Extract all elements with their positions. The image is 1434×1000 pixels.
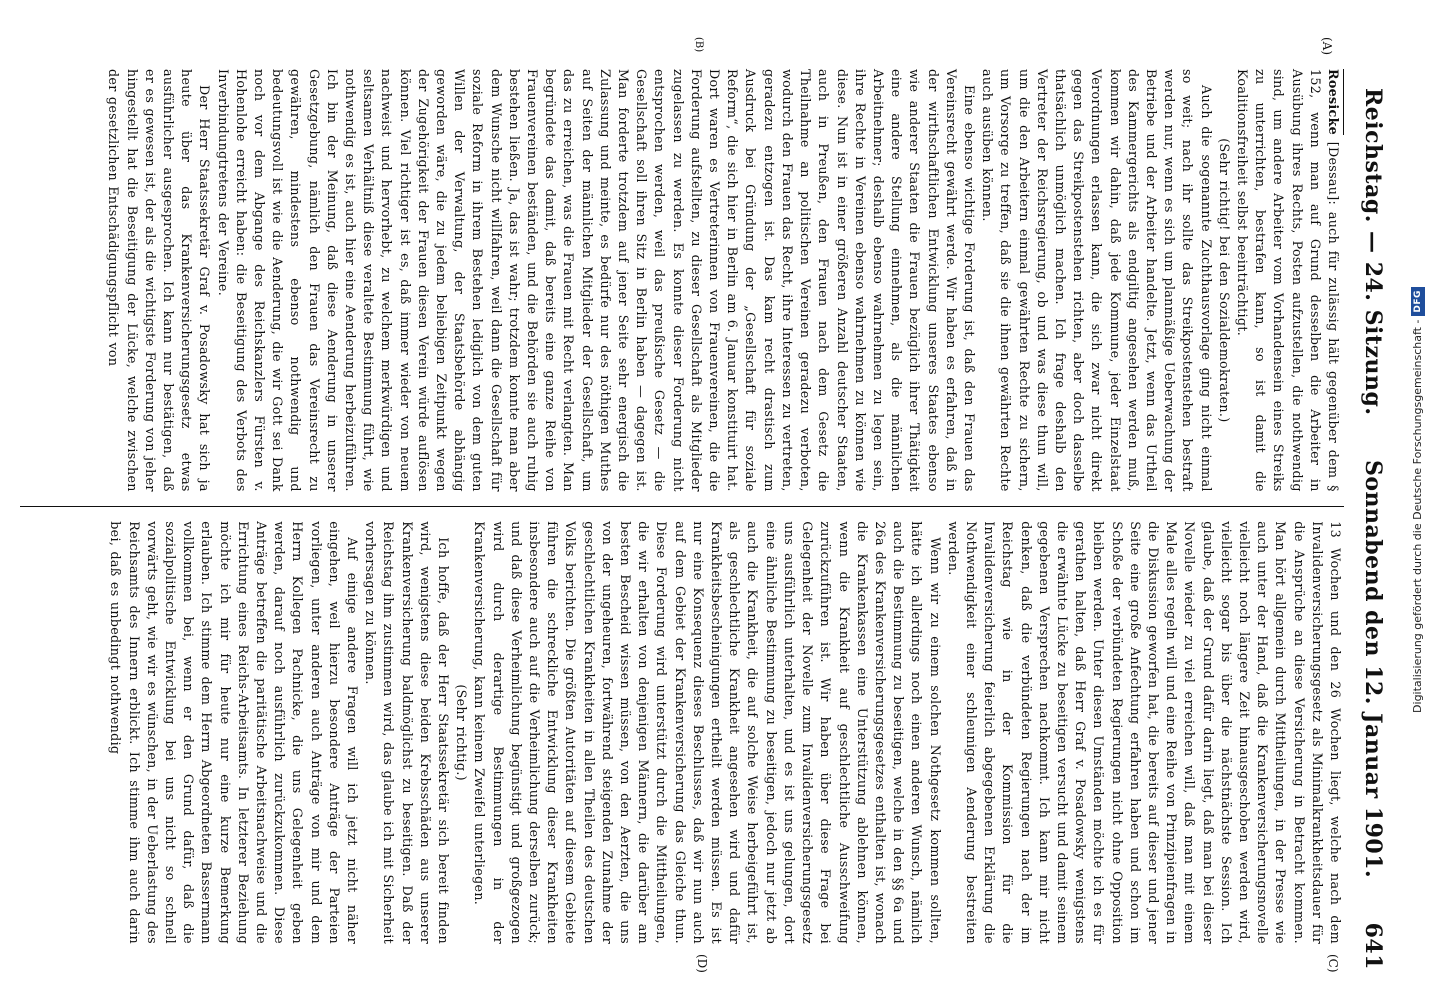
paragraph: Wenn wir zu einem solchen Nothgesetz kommen sollten, hätte ich allerdings noch einen anderen Wunsch, nämlich auch die Bestimmung zu beseitigen, welche in den §§ 6a und 26a des Krankenversicherungsgesetzes enthalten ist, wonach die Krankenkassen eine Unterstützung ablehnen können, wenn die Krankheit auf geschlechtliche Ausschweifung zurückzuführen ist. Wir haben über diese Frage bei Gelegenheit der Novelle zum Invalidenversicherungsgesetz uns ausführlich unterhalten, und es ist uns gelungen, dort eine ähnliche Bestimmung zu beseitigen, jedoch nur jetzt ab auch die Krankheit, die auf solche Weise herbeigeführt ist, als geschlechtliche Krankheit angesehen wird und dafür Krankheitsbescheinigungen ertheilt werden müssen. Es ist nur eine Konsequenz dieses Beschlusses, daß wir nun auch auf dem Gebiet der Krankenversicherung das Gleiche thun. Diese Forderung wird unterstützt durch die Mittheilungen, die wir erhalten von denjenigen Männern, die darüber am besten Bescheid wissen müssen, von den Aerzten, die uns von der ungeheuren, fortwährend steigenden Zunahme der geschlechtlichen Krankheiten in allen Theilen des deutschen Volks berichten. Die größten Autoritäten auf diesem Gebiete führen die schreckliche Entwicklung dieser Krankheiten insbesondere auch auf die Verheimlichung derselben zurück; und daß diese Verheimlichung begünstigt und großgezogen wird durch derartige Bestimmungen in der Krankenversicherung, kann keinem Zweifel unterliegen. — [472, 521, 943, 944]
credit-line — [1410, 50, 1426, 950]
paragraph: Eine ebenso wichtige Forderung ist, daß den Frauen das Vereinsrecht gewährt werde. Wir haben es erfahren, daß in der wirthschaftlichen Entwicklung unseres Staates ebenso wie anderer Staaten die Frauen bezüglich ihrer Thätigkeit eine andere Stellung einnehmen, als die männlichen Arbeitnehmer; deshalb ebenso wahrnehmen zu legen sein, ihre Rechte in Vereinen ebenso wahrnehmen zu können wie diese. Nun ist in einer größeren Anzahl deutscher Staaten, auch in Preußen, den Frauen nach dem Gesetz die Theilnahme an politischen Vereinen geradezu verboten, wodurch den Frauen das Recht, ihre Interessen zu vertreten, geradezu entzogen ist. Das kam recht drastisch zum Ausdruck bei Gründung der „Gesellschaft für soziale Reform“, die sich hier in Berlin am 6. Januar konstituirt hat. Dort waren es Vertreterinnen von Frauenvereinen, die die Forderung aufstellten, zu dieser Gesellschaft als Mitglieder zugelassen zu werden. Es konnte dieser Forderung nicht entsprochen werden, weil das preußische Gesetz — die Gesellschaft soll ihren Sitz in Berlin haben — dagegen ist. Man forderte trotzdem auf jener Seite sehr energisch die Zulassung und meinte, es bedürfe nur des nöthigen Muthes auf Seiten der männlichen Mitglieder der Gesellschaft, um das zu erreichen, was die Frauen mit Recht verlangten. Man begründete das damit, daß bereits eine ganze Reihe von Frauenvereinen beständen, und die Behörden sie auch ruhig bestehen ließen. Ja, das ist wahr; trotzdem konnte man aber dem Wunsche nicht willfahren, weil dann die Gesellschaft für soziale Reform in ihrem Bestehen lediglich von dem guten Willen der Verwaltung, der Staatsbehörde abhängig geworden wäre, die zu jedem beliebigen Zeitpunkt wegen der Zugehörigkeit der Frauen diesen Verein würde auflösen können. Viel richtiger ist es, daß immer wieder von neuem nachweist und hervorhebt, zu welchem merkwürdigen und seltsamen Verhältniß diese veraltete Bestimmung führt, wie nothwendig es ist, auch hier eine Aenderung herbeizuführen. Ich bin der Meinung, daß diese Aenderung in unserer Gesetzgebung, nämlich den Frauen das Vereinsrecht zu gewähren, mindestens ebenso nothwendig und bedeutungsvoll ist wie die Aenderung, die wir Gott sei Dank noch vor dem Abgange des Reichskanzlers Fürsten v. Hohenlohe erreicht haben: die Beseitigung des Verbots des Inverbindungtretens der Vereine. — [215, 69, 977, 492]
margin-marker-b: (B) — [693, 37, 704, 53]
interjection: (Sehr richtig.) — [454, 684, 470, 781]
paragraph — [1233, 69, 1344, 492]
paragraph: 13 Wochen und den 26 Wochen liegt, welche nach dem Invalidenversicherungsgesetz als Minimalkrankheitsdauer für die Ansprüche an diese Versicherung in Betracht kommen. Man hört allgemein durch Mittheilungen, in der Presse wie auch unter der Hand, daß die Krankenversicherungsnovelle vielleicht noch längere Zeit hinausgeschoben werden wird, vielleicht sogar bis über die nächstnächste Session. Ich glaube, daß der Grund dafür darin liegt, daß man bei dieser Novelle wieder zu viel erreichen will, daß man mit einem Male alles regeln will und eine Reihe von Prinzipienfragen in die Diskussion geworfen hat, die bereits auf dieser und jener Seite eine große Anfechtung erfahren haben und schon im Schoße der verbündeten Regierungen nicht ohne Opposition bleiben werden. Unter diesen Umständen möchte ich es für gerathen halten, daß Herr Graf v. Posadowsky wenigstens die erwähnte Lücke zu beseitigen versucht und damit seinem gegebenen Versprechen nachkommt. Ich kann mir nicht denken, daß die verbündeten Regierungen nach der im Reichstag wie in der Kommission für die Invalidenversicherung feierlich abgegebenen Erklärung die Nothwendigkeit einer schleunigen Aenderung bestreiten werden. — [945, 521, 1343, 944]
page-header — [1352, 30, 1394, 970]
header-date: Sonnabend den 12. Januar 1901. — [1360, 459, 1386, 879]
margin-marker-c: (C) — [1326, 954, 1340, 973]
text-columns — [20, 35, 1344, 980]
right-column — [20, 515, 1344, 950]
header-session: Reichstag. — 24. Sitzung. — [1360, 88, 1386, 416]
paragraph: Der Herr Staatssekretär Graf v. Posadowsky hat sich ja heute über das Krankenversicherungsgesetz etwas ausführlicher ausgesprochen. Ich kann nur bestätigen, daß er es gewesen ist, der als die wichtigste Forderung von jeher hingestellt hat die Beseitigung der Lücke, welche zwischen der gesetzlichen Entschädigungspflicht von — [106, 69, 213, 492]
interjection: (Sehr richtig! bei den Sozialdemokraten.) — [1216, 138, 1232, 423]
speaker-name: Roesicke — [1324, 69, 1344, 135]
dfg-logo: DFG — [1411, 287, 1425, 316]
left-margin — [20, 35, 1344, 63]
page-number: 641 — [1360, 922, 1386, 970]
digitization-credit — [1404, 0, 1432, 1000]
paragraph: Auf einige andere Fragen will ich jetzt nicht näher eingehen, weil hierzu besondere Anträge der Parteien vorliegen, unter anderen auch Anträge von mir und dem Herrn Kollegen Pachnicke, die uns Gelegenheit geben werden, darauf noch ausführlich zurückzukommen. Diese Anträge betreffen die paritätische Arbeitsnachweise und die Errichtung eines Reichs-Arbeitsamts. In letzterer Beziehung möchte ich mir für heute nur eine kurze Bemerkung erlauben. Ich stimme dem Herrn Abgeordneten Bassermann vollkommen bei, wenn er den Grund dafür, daß die sozialpolitische Entwicklung bei uns nicht so schnell vorwärts geht, wie wir es wünschen, in der Ueberlastung des Reichsamts des Innern erblickt. Ich stimme ihm auch darin bei, daß es unbedingt nothwendig — [108, 521, 361, 944]
credit-text: Digitalisierung gefördert durch die Deutsche Forschungsgemeinschaft - — [1411, 319, 1424, 713]
paragraph: Auch die sogenannte Zuchthausvorlage ging nicht einmal so weit; nach ihr sollte das Streikpostenstehen bestraft werden nur, wenn es sich um planmäßige Ueberwachung der Betriebe und der Arbeiter handelte. Jetzt, wenn das Urtheil des Kammergerichts als endgiltig angesehen werden muß, kommen wir dahin, daß jede Kommune, jeder Einzelstaat Verordnungen erlassen kann, die sich zwar nicht direkt gegen das Streikpostenstehen richten, aber doch dasselbe thatsächlich unmöglich machen. Ich frage deshalb den Vertreter der Reichsregierung, ob und was diese thun will, um die den Arbeitern einmal gewährten Rechte zu sichern, um Vorsorge zu treffen, daß sie die ihnen gewährten Rechte auch ausüben können. — [980, 69, 1214, 492]
right-margin — [20, 950, 1344, 980]
left-column — [20, 63, 1344, 498]
speaker-party: [Dessau]: — [1326, 141, 1341, 206]
paragraph: Ich hoffe, daß der Herr Staatssekretär sich bereit finden wird, wenigstens diese beiden Krebsschäden aus unserer Krankenversicherung baldmöglichst zu beseitigen. Daß der Reichstag ihm zustimmen wird, das glaube ich mit Sicherheit vorhersagen zu können. — [363, 521, 452, 944]
margin-marker-a: (A) — [1320, 37, 1334, 56]
margin-marker-d: (D) — [695, 954, 709, 973]
column-divider — [20, 506, 1344, 508]
paragraph-text: auch für zulässig hält gegenüber dem § 152, wenn man auf Grund desselben die Arbeiter in Ausübung ihres Rechts, Posten aufzustellen, die nothwendig sind, um andere Arbeiter vom Vorhandensein eines Streiks zu unterrichten, bestrafen kann, so ist damit die Koalitionsfreiheit selbst beeinträchtigt. — [1234, 69, 1341, 492]
